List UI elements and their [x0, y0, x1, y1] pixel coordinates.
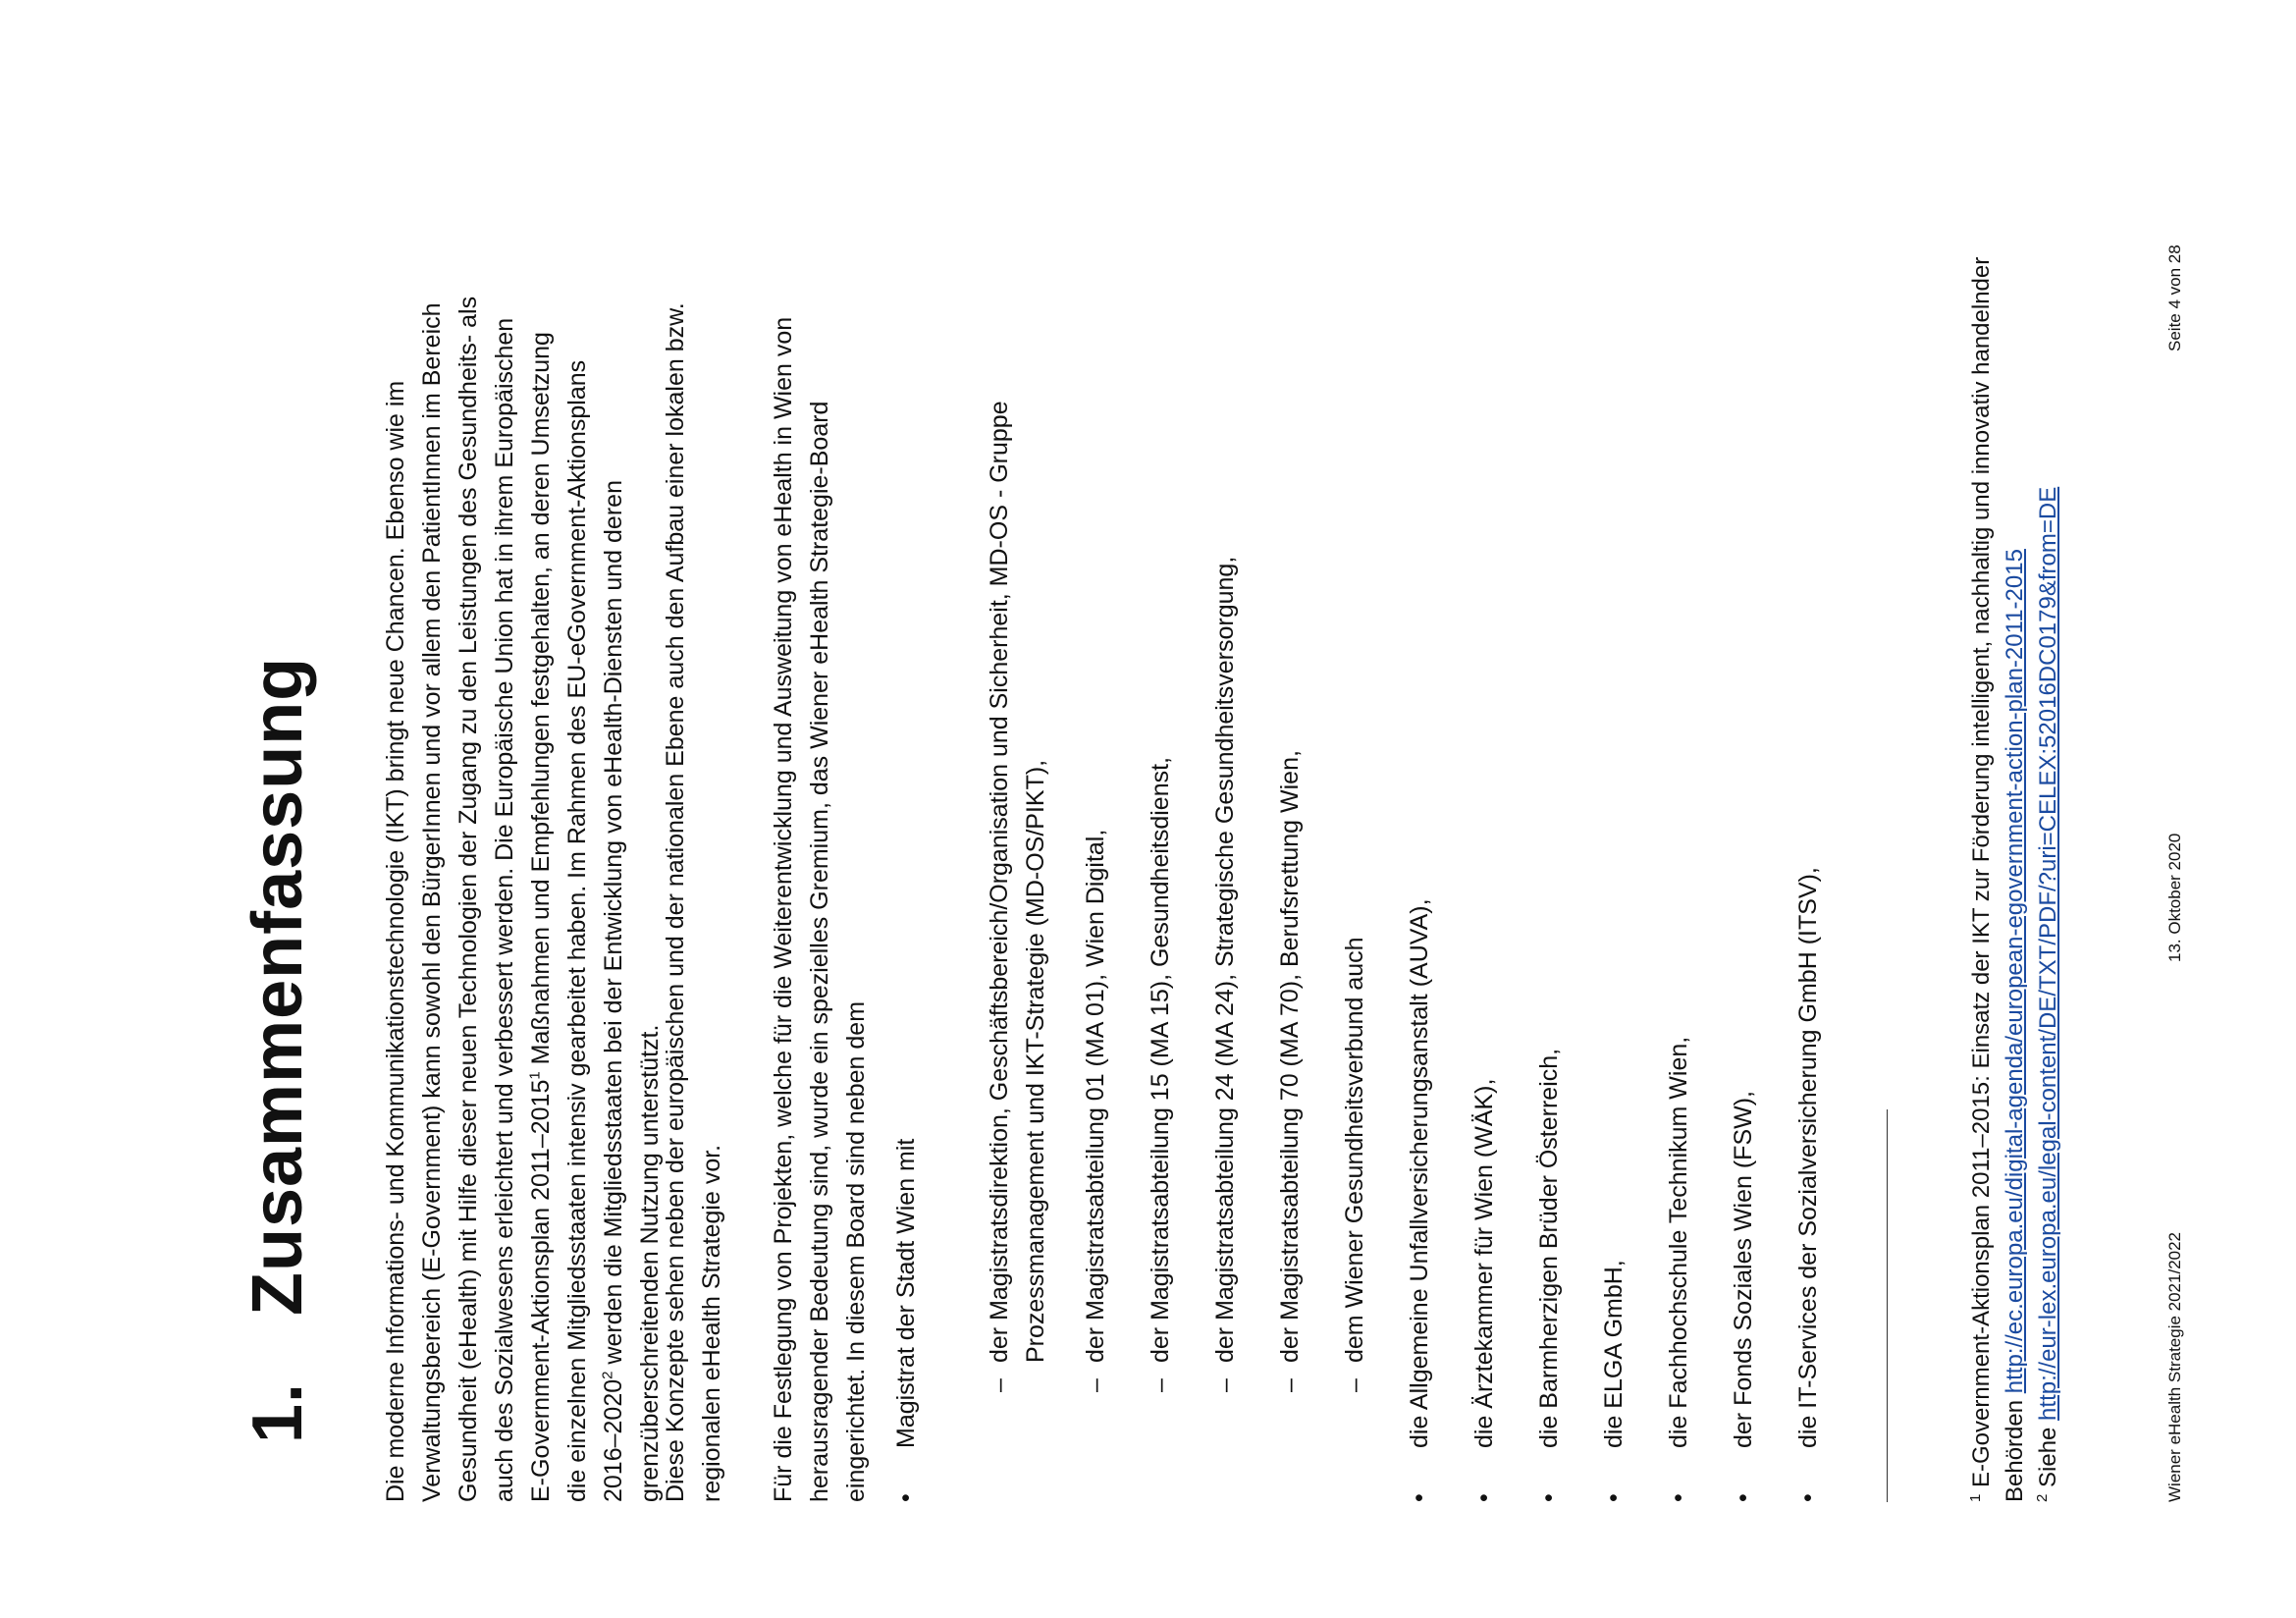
dash-icon: – [1341, 1378, 1368, 1392]
footnote-text: Siehe [2035, 1420, 2061, 1494]
bullet-icon: • [1470, 1493, 1498, 1502]
bullet-text: die IT-Services der Sozialversicherung GmbH (ITSV), [1794, 867, 1822, 1448]
footnote-separator [1887, 1109, 1888, 1502]
footnote-ref-2[interactable]: 2 [599, 1371, 616, 1379]
sub-item-text: der Magistratsabteilung 24 (MA 24), Strategische Gesundheitsversorgung, [1211, 556, 1239, 1363]
bullet-icon: • [1406, 1493, 1433, 1502]
bullet-text: die Allgemeine Unfallversicherungsanstalt (AUVA), [1406, 898, 1433, 1448]
bullet-icon: • [892, 1493, 920, 1502]
section-title: Zusammenfassung [239, 656, 317, 1316]
dash-icon: – [1211, 1378, 1239, 1392]
footer-date: 13. Oktober 2020 [2165, 833, 2184, 962]
section-number: 1. [239, 1381, 317, 1443]
intro-text-c: werden die Mitgliedsstaaten bei der Entwicklung von eHealth-Diensten und deren grenzüberschreitenden Nutzung unterstützt. [600, 480, 664, 1502]
bullet-icon: • [1665, 1493, 1692, 1502]
footer-page-number: Seite 4 von 28 [2165, 244, 2184, 351]
bullet-text: die Barmherzigen Brüder Österreich, [1535, 1048, 1563, 1448]
dash-icon: – [1082, 1378, 1109, 1392]
footnote-number: 2 [2034, 1493, 2051, 1502]
bullet-icon: • [1600, 1493, 1628, 1502]
bullet-icon: • [1794, 1493, 1822, 1502]
footnote-text: E-Government-Aktionsplan 2011–2015: Einsatz der IKT zur Förderung intelligent, nachhaltig und innovativ handelnder Behörden [1968, 256, 2028, 1502]
footnote-link-1[interactable]: http://ec.europa.eu/digital-agenda/european-egovernment-action-plan-2011-2015 [2002, 549, 2028, 1394]
dash-icon: – [986, 1378, 1013, 1392]
bullet-text: die Ärztekammer für Wien (WÄK), [1470, 1078, 1498, 1448]
sub-item-text: dem Wiener Gesundheitsverbund auch [1341, 937, 1368, 1363]
sub-item-text: der Magistratsdirektion, Geschäftsbereich/Organisation und Sicherheit, MD-OS - Gruppe [986, 401, 1013, 1363]
intro-text-a: Die moderne Informations- und Kommunikationstechnologie (IKT) bringt neue Chancen. Ebenso wie im Verwaltungsbereich (E-Government) kann sowohl den BürgerInnen und vor allem den PatientInnen im Bereich Gesundheit (eHealth) mit Hilfe dieser neuen Technologien der Zugang zu den Leistungen des Gesundheits- als auch des Sozialwesens erleichtert und verbessert werden. Die Europäische Union hat in ihrem Europäischen E-Government-Aktionsplan 2011–2015 [382, 296, 555, 1502]
footnote-number: 1 [1967, 1493, 1984, 1502]
sub-item-text-line2: Prozessmanagement und IKT-Strategie (MD-OS/PIKT), [1022, 759, 1049, 1363]
footer-left: Wiener eHealth Strategie 2021/2022 [2165, 1231, 2184, 1502]
footnote-link-2[interactable]: http://eur-lex.europa.eu/legal-content/DE/TXT/PDF/?uri=CELEX:52016DC0179&from=DE [2035, 486, 2061, 1421]
sub-item-text: der Magistratsabteilung 01 (MA 01), Wien Digital, [1082, 829, 1109, 1363]
footnote-2 [2032, 226, 2065, 1502]
bullet-text: die ELGA GmbH, [1600, 1260, 1628, 1448]
sub-item-text: der Magistratsabteilung 15 (MA 15), Gesundheitsdienst, [1147, 756, 1174, 1363]
dash-icon: – [1276, 1378, 1304, 1392]
board-paragraph: Für die Festlegung von Projekten, welche für die Weiterentwicklung und Ausweitung von eHealth in Wien von herausragender Bedeutung sind, wurde ein spezielles Gremium, das Wiener eHealth Strategie-Board eingerichtet. In diesem Board sind neben dem [770, 316, 870, 1502]
intro-paragraph [378, 295, 668, 1502]
intro-text-b: Maßnahmen und Empfehlungen festgehalten, an deren Umsetzung die einzelnen Mitgliedsstaaten intensiv gearbeitet haben. Im Rahmen des EU-eGovernment-Aktionsplans 2016–2020 [527, 332, 627, 1502]
dash-icon: – [1147, 1378, 1174, 1392]
bullet-icon: • [1535, 1493, 1563, 1502]
footnote-ref-1[interactable]: 1 [526, 1071, 544, 1080]
sub-item-text: der Magistratsabteilung 70 (MA 70), Berufsrettung Wien, [1276, 750, 1304, 1363]
footnote-1 [1965, 226, 2032, 1502]
bullet-text: die Fachhochschule Technikum Wien, [1665, 1036, 1692, 1448]
bullet-icon: • [1730, 1493, 1757, 1502]
bullet-text: Magistrat der Stadt Wien mit [892, 1138, 920, 1448]
section-heading [234, 657, 322, 1443]
concepts-paragraph: Diese Konzepte sehen neben der europäischen und der nationalen Ebene auch den Aufbau einer lokalen bzw. regionalen eHealth Strategie vor. [662, 302, 725, 1502]
bullet-text: der Fonds Soziales Wien (FSW), [1730, 1091, 1757, 1448]
